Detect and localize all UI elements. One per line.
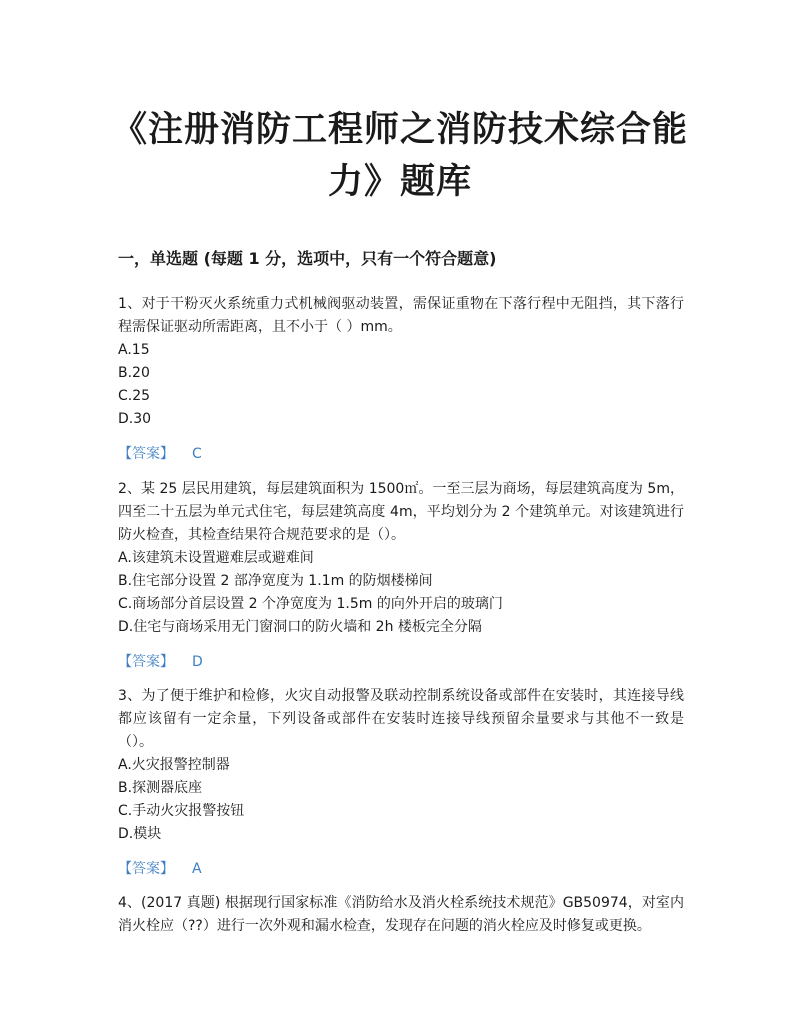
document-title: 《注册消防工程师之消防技术综合能力》题库 — [111, 110, 688, 202]
answer-line — [118, 652, 684, 672]
question-option-c: C.手动火灾报警按钮 — [118, 803, 245, 819]
answer-line — [118, 859, 684, 879]
question-4 — [118, 892, 684, 938]
question-1 — [118, 293, 684, 464]
question-option-c: C.25 — [118, 388, 151, 404]
answer-value: C — [192, 446, 202, 462]
question-option-c: C.商场部分首层设置 2 个净宽度为 1.5m 的向外开启的玻璃门 — [118, 596, 503, 612]
question-option-a: A.火灾报警控制器 — [118, 757, 230, 773]
answer-value: D — [192, 654, 203, 670]
section-heading: 一，单选题 (每题 1 分，选项中，只有一个符合题意) — [118, 249, 497, 268]
question-option-d: D.30 — [118, 411, 152, 427]
question-option-b: B.住宅部分设置 2 部净宽度为 1.1m 的防烟楼梯间 — [118, 573, 433, 589]
answer-label: 【答案】 — [118, 861, 174, 877]
answer-label: 【答案】 — [118, 446, 174, 462]
answer-label: 【答案】 — [118, 654, 174, 670]
question-3 — [118, 685, 684, 879]
question-option-a: A.该建筑未设置避难层或避难间 — [118, 550, 314, 566]
question-option-a: A.15 — [118, 342, 150, 358]
question-2 — [118, 478, 684, 672]
answer-value: A — [192, 861, 202, 877]
question-option-d: D.模块 — [118, 826, 162, 842]
question-stem: 1、对于干粉灭火系统重力式机械阀驱动装置，需保证重物在下落行程中无阻挡，其下落行程需保证驱动所需距离，且不小于（ ）mm。 — [118, 296, 684, 335]
question-option-b: B.探测器底座 — [118, 780, 203, 796]
question-stem: 2、某 25 层民用建筑，每层建筑面积为 1500㎡。一至三层为商场，每层建筑高度为 5m，四至二十五层为单元式住宅，每层建筑高度 4m，平均划分为 2 个建筑单元。对该建筑进行防火检查，其检查结果符合规范要求的是（）。 — [118, 481, 684, 543]
question-stem: 3、为了便于维护和检修，火灾自动报警及联动控制系统设备或部件在安装时，其连接导线都应该留有一定余量，下列设备或部件在安装时连接导线预留余量要求与其他不一致是（）。 — [118, 688, 684, 750]
question-stem: 4、(2017 真题) 根据现行国家标准《消防给水及消火栓系统技术规范》GB50974，对室内消火栓应（??）进行一次外观和漏水检查，发现存在问题的消火栓应及时修复或更换。 — [118, 895, 684, 934]
answer-line — [118, 444, 684, 464]
question-option-d: D.住宅与商场采用无门窗洞口的防火墙和 2h 楼板完全分隔 — [118, 619, 482, 635]
question-option-b: B.20 — [118, 365, 150, 381]
